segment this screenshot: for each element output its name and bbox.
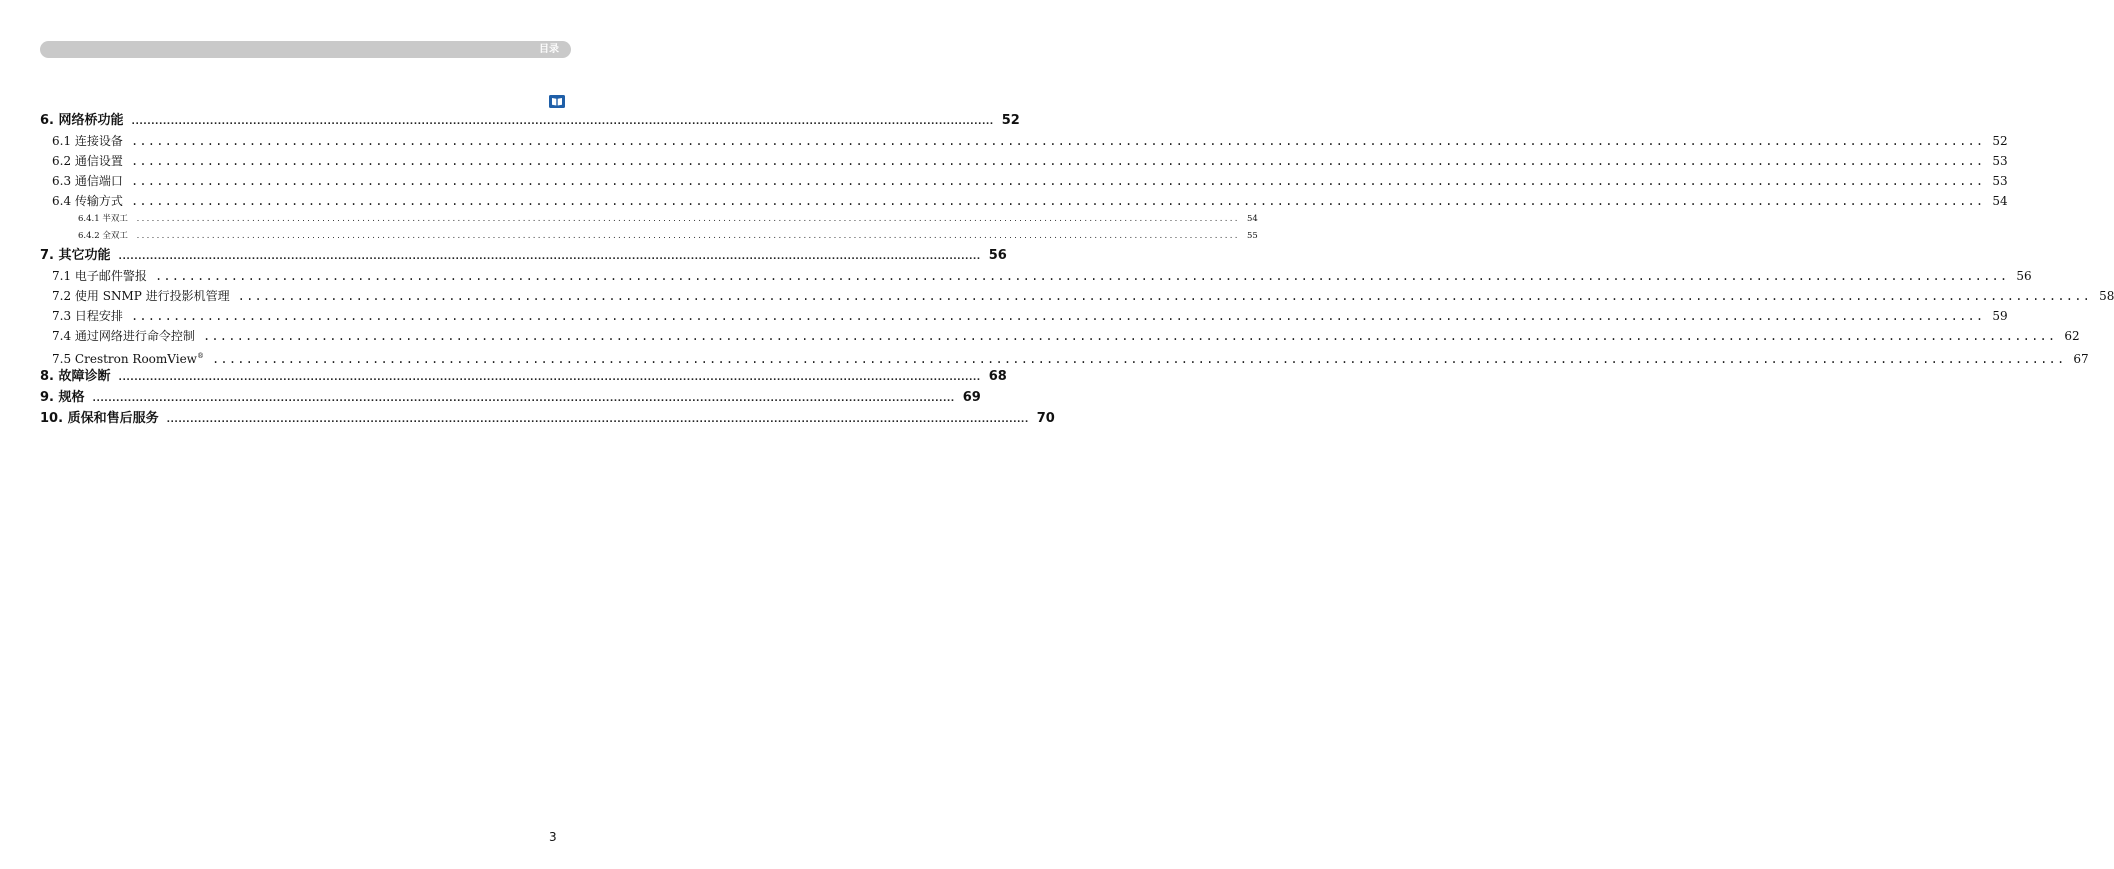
- toc-entry-page: 55: [1247, 231, 1258, 241]
- toc-entry-title: 网络桥功能: [58, 113, 124, 128]
- toc-entry-title: 传输方式: [74, 194, 123, 208]
- toc-entry-page: 59: [1992, 309, 2008, 323]
- toc-entry-number: 7.2: [52, 289, 72, 303]
- toc-entry[interactable]: [0, 326, 2080, 346]
- toc-entry-title: 通信端口: [74, 174, 123, 188]
- toc-dot-leader: ............................................................................................................................................................................................................................: [154, 269, 2009, 283]
- toc-entry-page: 58: [2099, 289, 2114, 303]
- toc-entry-number: 6.: [40, 113, 54, 128]
- toc-dot-leader: ............................................................................................................................................................................................................................: [202, 329, 2057, 343]
- toc-entry-title: 故障诊断: [58, 369, 111, 384]
- toc-entry-page: 56: [2016, 269, 2032, 283]
- toc-entry-page: 56: [988, 248, 1007, 263]
- toc-entry-label: [52, 151, 123, 171]
- toc-entry[interactable]: [0, 286, 2114, 306]
- toc-dot-leader: ............................................................................................................................................................................................................................: [130, 194, 1985, 208]
- toc-entry-label: [52, 191, 123, 211]
- toc-entry-label: [78, 211, 128, 228]
- toc-entry-label: [52, 306, 123, 326]
- toc-entry[interactable]: [0, 191, 2008, 211]
- toc-entry-page: 52: [1992, 134, 2008, 148]
- toc-entry-number: 6.2: [52, 154, 72, 168]
- toc-entry[interactable]: [0, 266, 2032, 286]
- toc-entry[interactable]: [0, 387, 981, 408]
- toc-dot-leader: ............................................................................................................................................................................................................................: [135, 215, 1240, 223]
- toc-entry-title: 其它功能: [58, 248, 111, 263]
- toc-entry-title: 电子邮件警报: [74, 269, 147, 283]
- toc-entry-label: [52, 286, 230, 306]
- toc-entry-label: [40, 366, 111, 387]
- toc-entry-number: 8.: [40, 369, 54, 384]
- toc-entry-page: 68: [988, 369, 1007, 384]
- toc-entry-label: [52, 326, 195, 346]
- toc-entry-page: 54: [1992, 194, 2008, 208]
- toc-entry-number: 6.4: [52, 194, 72, 208]
- toc-entry-page: 69: [962, 390, 981, 405]
- toc-entry-number: 6.1: [52, 134, 72, 148]
- toc-entry[interactable]: [0, 228, 1258, 245]
- book-icon[interactable]: [549, 95, 565, 108]
- toc-entry[interactable]: [0, 346, 2089, 366]
- toc-entry-title: 日程安排: [74, 309, 123, 323]
- toc-entry-label: [40, 110, 124, 131]
- toc-entry-label: [40, 245, 111, 266]
- toc-entry-title: Crestron RoomView: [74, 352, 197, 366]
- toc-dot-leader: ............................................................................................................................................................................................................................: [237, 289, 2092, 303]
- toc-entry-title: 质保和售后服务: [67, 411, 159, 426]
- header-bar: [40, 41, 571, 58]
- toc-dot-leader: ............................................................................................................................................................................................................................: [130, 134, 1985, 148]
- toc-dot-leader: ............................................................................................................................................................................................................................: [118, 252, 981, 262]
- toc-entry-number: 7.1: [52, 269, 72, 283]
- toc-entry-title: 全双工: [102, 231, 128, 241]
- toc-entry[interactable]: [0, 408, 1055, 429]
- toc-entry-page: 53: [1992, 174, 2008, 188]
- toc-entry[interactable]: [0, 151, 2008, 171]
- toc-entry-title: 使用 SNMP 进行投影机管理: [74, 289, 230, 303]
- toc-entry-title: 通过网络进行命令控制: [74, 329, 195, 343]
- toc-entry[interactable]: [0, 131, 2008, 151]
- toc-entry[interactable]: [0, 171, 2008, 191]
- header-title: 目录: [539, 44, 559, 55]
- toc-entry-title: 半双工: [102, 214, 128, 224]
- toc-dot-leader: ............................................................................................................................................................................................................................: [130, 174, 1985, 188]
- toc-dot-leader: ............................................................................................................................................................................................................................: [130, 309, 1985, 323]
- toc-dot-leader: ............................................................................................................................................................................................................................: [130, 154, 1985, 168]
- toc-entry-number: 6.4.1: [78, 214, 100, 224]
- toc-dot-leader: ............................................................................................................................................................................................................................: [131, 117, 994, 127]
- toc-entry-label: [78, 228, 128, 245]
- toc-entry[interactable]: [0, 366, 1007, 387]
- toc-entry-page: 53: [1992, 154, 2008, 168]
- toc-entry-title: 规格: [58, 390, 85, 405]
- toc-entry-number: 9.: [40, 390, 54, 405]
- toc-entry-title: 通信设置: [74, 154, 123, 168]
- table-of-contents: [0, 110, 2114, 429]
- toc-entry-number: 7.: [40, 248, 54, 263]
- toc-entry[interactable]: [0, 110, 1020, 131]
- toc-entry-page: 67: [2073, 352, 2089, 366]
- toc-dot-leader: ............................................................................................................................................................................................................................: [92, 394, 955, 404]
- toc-entry-number: 10.: [40, 411, 64, 426]
- toc-entry-number: 6.3: [52, 174, 72, 188]
- toc-entry-title: 连接设备: [74, 134, 123, 148]
- toc-entry[interactable]: [0, 245, 1007, 266]
- registered-mark: ®: [196, 352, 204, 360]
- toc-entry-page: 62: [2064, 329, 2080, 343]
- toc-entry-page: 70: [1036, 411, 1055, 426]
- page-number: 3: [549, 830, 557, 844]
- toc-entry-number: 6.4.2: [78, 231, 100, 241]
- toc-entry[interactable]: [0, 306, 2008, 326]
- toc-dot-leader: ............................................................................................................................................................................................................................: [135, 232, 1240, 240]
- toc-entry-label: [52, 171, 123, 191]
- toc-entry[interactable]: [0, 211, 1258, 228]
- toc-entry-page: 54: [1247, 214, 1258, 224]
- toc-dot-leader: ............................................................................................................................................................................................................................: [118, 373, 981, 383]
- toc-entry-number: 7.4: [52, 329, 72, 343]
- toc-entry-page: 52: [1001, 113, 1020, 128]
- toc-entry-number: 7.5: [52, 352, 72, 366]
- toc-dot-leader: ............................................................................................................................................................................................................................: [166, 415, 1029, 425]
- toc-entry-label: [52, 266, 147, 286]
- toc-entry-number: 7.3: [52, 309, 72, 323]
- toc-entry-label: [40, 408, 159, 429]
- toc-entry-label: [52, 131, 123, 151]
- toc-entry-label: [40, 387, 85, 408]
- toc-dot-leader: ............................................................................................................................................................................................................................: [211, 352, 2066, 366]
